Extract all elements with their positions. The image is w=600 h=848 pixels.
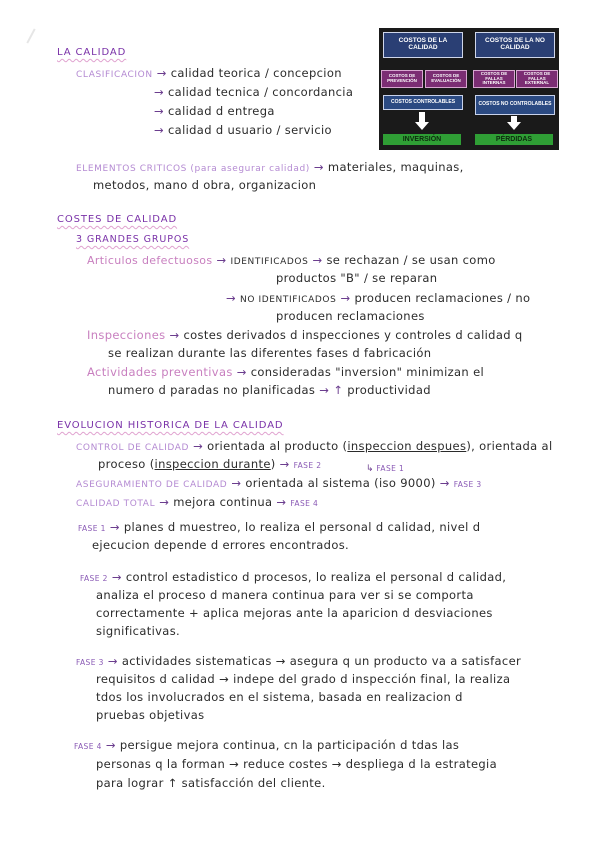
arrow-icon: → <box>216 253 231 267</box>
calidad-total-label: CALIDAD TOTAL <box>76 499 156 509</box>
clasif-item-row <box>154 123 332 137</box>
pen-mark <box>26 28 35 43</box>
controlables-box: COSTOS CONTROLABLES <box>383 95 463 110</box>
arrow-icon: → <box>236 365 251 379</box>
aseguramiento-label: ASEGURAMIENTO DE CALIDAD <box>76 480 228 490</box>
arrow-icon: → <box>107 654 122 668</box>
arrow-icon: → <box>111 570 126 584</box>
arrow-icon: → <box>159 495 174 509</box>
fase4-line-1: persigue mejora continua, cn la participación d tdas las <box>119 738 460 752</box>
section-title-costes: COSTES DE CALIDAD <box>57 214 178 225</box>
no-controlables-box: COSTOS NO CONTROLABLES <box>475 95 555 115</box>
control-row <box>76 439 553 453</box>
fallas-internas-box: COSTOS DE FALLAS INTERNAS <box>473 70 515 88</box>
fase2-tag: FASE 2 <box>293 461 322 470</box>
clasif-item-3: calidad d entrega <box>168 104 275 118</box>
control-text-1c: ), orientada al <box>466 439 553 453</box>
fase3-line-1: actividades sistematicas → asegura q un producto va a satisfacer <box>121 654 522 668</box>
fase4-tag: FASE 4 <box>290 499 319 508</box>
prevencion-box: COSTOS DE PREVENCIÓN <box>381 70 423 88</box>
control-label: CONTROL DE CALIDAD <box>76 443 190 453</box>
calidad-total-row <box>76 495 318 509</box>
fase3-label: FASE 3 <box>76 658 104 667</box>
fase4-line-2: personas q la forman → reduce costes → despliega d la estrategia <box>96 757 497 771</box>
fase1-row <box>78 520 480 534</box>
control-text-2b: inspeccion durante <box>154 457 271 471</box>
preventivas-text-2: numero d paradas no planificadas <box>108 383 316 397</box>
arrow-icon: → <box>154 104 168 118</box>
clasif-item-row <box>154 85 353 99</box>
arrow-icon: → <box>193 439 208 453</box>
defectuosos-row <box>87 253 496 267</box>
arrow-icon: ↳ <box>366 464 377 474</box>
preventivas-row <box>87 365 484 379</box>
no-identificados-text-2: producen reclamaciones <box>276 309 425 323</box>
defectuosos-label: Articulos defectuosos <box>87 254 213 267</box>
fase2-line-1: control estadistico d procesos, lo realiza el personal d calidad, <box>125 570 507 584</box>
fase2-line-2: analiza el proceso d manera continua para ver si se comporta <box>96 588 474 602</box>
grupos-subtitle: 3 GRANDES GRUPOS <box>76 234 190 245</box>
clasif-item-4: calidad d usuario / servicio <box>168 123 332 137</box>
evaluacion-box: COSTOS DE EVALUACIÓN <box>425 70 467 88</box>
fase1-annotation <box>366 456 404 475</box>
arrow-icon: → ↑ <box>319 383 348 397</box>
fase1-tag: FASE 1 <box>376 464 405 473</box>
control-text-2a: proceso ( <box>98 457 155 471</box>
arrow-icon: → <box>312 253 327 267</box>
fallas-externas-box: COSTOS DE FALLAS EXTERNAL <box>516 70 558 88</box>
fase3-row <box>76 654 521 668</box>
costos-no-calidad-box: COSTOS DE LA NO CALIDAD <box>475 32 555 58</box>
arrow-down-icon <box>507 122 521 130</box>
arrow-icon: → <box>276 495 291 509</box>
elementos-label: ELEMENTOS CRITICOS (para asegurar calidad) <box>76 164 310 174</box>
fase1-line-2: ejecucion depende d errores encontrados. <box>92 538 350 552</box>
clasif-item-row <box>154 104 275 118</box>
fase4-line-3: para lograr ↑ satisfacción del cliente. <box>96 776 326 790</box>
preventivas-row-2 <box>108 383 431 397</box>
identificados-label: IDENTIFICADOS <box>230 257 309 267</box>
no-identificados-label: NO IDENTIFICADOS <box>240 295 337 305</box>
clasif-item-2: calidad tecnica / concordancia <box>168 85 354 99</box>
arrow-down-icon <box>419 112 425 122</box>
preventivas-label: Actividades preventivas <box>87 365 233 379</box>
clasificacion-row <box>76 66 342 80</box>
aseguramiento-row <box>76 476 482 490</box>
fase1-line-1: planes d muestreo, lo realiza el personal d calidad, nivel d <box>123 520 481 534</box>
fase3-line-3: tdos los involucrados en el sistema, basada en realizacion d <box>96 690 463 704</box>
no-identificados-text-1: producen reclamaciones / no <box>354 291 531 305</box>
fase3-line-4: pruebas objetivas <box>96 708 205 722</box>
arrow-icon: → <box>279 457 294 471</box>
inspecciones-text-2: se realizan durante las diferentes fases d fabricación <box>108 346 432 360</box>
fase2-label: FASE 2 <box>80 574 108 583</box>
arrow-icon: → <box>109 520 124 534</box>
elementos-row <box>76 160 464 174</box>
arrow-icon: → <box>313 160 328 174</box>
arrow-icon: → <box>439 476 454 490</box>
section-title-evolucion: EVOLUCION HISTORICA DE LA CALIDAD <box>57 420 284 431</box>
arrow-icon: → <box>169 328 184 342</box>
fase3-line-2: requisitos d calidad → indepe del grado d inspección final, la realiza <box>96 672 511 686</box>
section-title-calidad: LA CALIDAD <box>57 47 127 58</box>
control-text-1b: inspeccion despues <box>347 439 467 453</box>
control-row-2 <box>98 457 321 471</box>
fase4-label: FASE 4 <box>74 742 102 751</box>
control-text-2c: ) <box>270 457 276 471</box>
fase2-line-3: correctamente + aplica mejoras ante la aparicion d desviaciones <box>96 606 493 620</box>
control-text-1a: orientada al producto ( <box>207 439 348 453</box>
inversion-box: INVERSIÓN <box>383 134 461 145</box>
clasif-item-1: calidad teorica / concepcion <box>170 66 342 80</box>
identificados-text-1: se rechazan / se usan como <box>326 253 496 267</box>
arrow-icon: → <box>154 85 168 99</box>
inspecciones-label: Inspecciones <box>87 328 166 342</box>
fase1-label: FASE 1 <box>78 524 106 533</box>
aseguramiento-text: orientada al sistema (iso 9000) <box>245 476 436 490</box>
elementos-text-1: materiales, maquinas, <box>327 160 464 174</box>
arrow-icon: → <box>105 738 120 752</box>
elementos-text-2: metodos, mano d obra, organizacion <box>93 178 317 192</box>
perdidas-box: PÉRDIDAS <box>475 134 553 145</box>
arrow-down-icon <box>415 122 429 130</box>
inspecciones-text-1: costes derivados d inspecciones y controles d calidad q <box>183 328 523 342</box>
arrow-icon: → <box>226 291 240 305</box>
identificados-text-2: productos "B" / se reparan <box>276 271 438 285</box>
arrow-icon: → <box>156 66 171 80</box>
inspecciones-row <box>87 328 523 342</box>
no-identificados-row <box>226 291 530 305</box>
fase4-row <box>74 738 459 752</box>
costos-diagram <box>379 28 559 150</box>
fase3-tag: FASE 3 <box>453 480 482 489</box>
preventivas-text-3: productividad <box>347 383 431 397</box>
preventivas-text-1: consideradas "inversion" minimizan el <box>250 365 485 379</box>
arrow-icon: → <box>154 123 168 137</box>
arrow-icon: → <box>231 476 246 490</box>
fase2-line-4: significativas. <box>96 624 181 638</box>
clasificacion-label: CLASIFICACION <box>76 70 153 80</box>
fase2-row <box>80 570 506 584</box>
costos-calidad-box: COSTOS DE LA CALIDAD <box>383 32 463 58</box>
arrow-icon: → <box>340 291 355 305</box>
calidad-total-text: mejora continua <box>173 495 273 509</box>
